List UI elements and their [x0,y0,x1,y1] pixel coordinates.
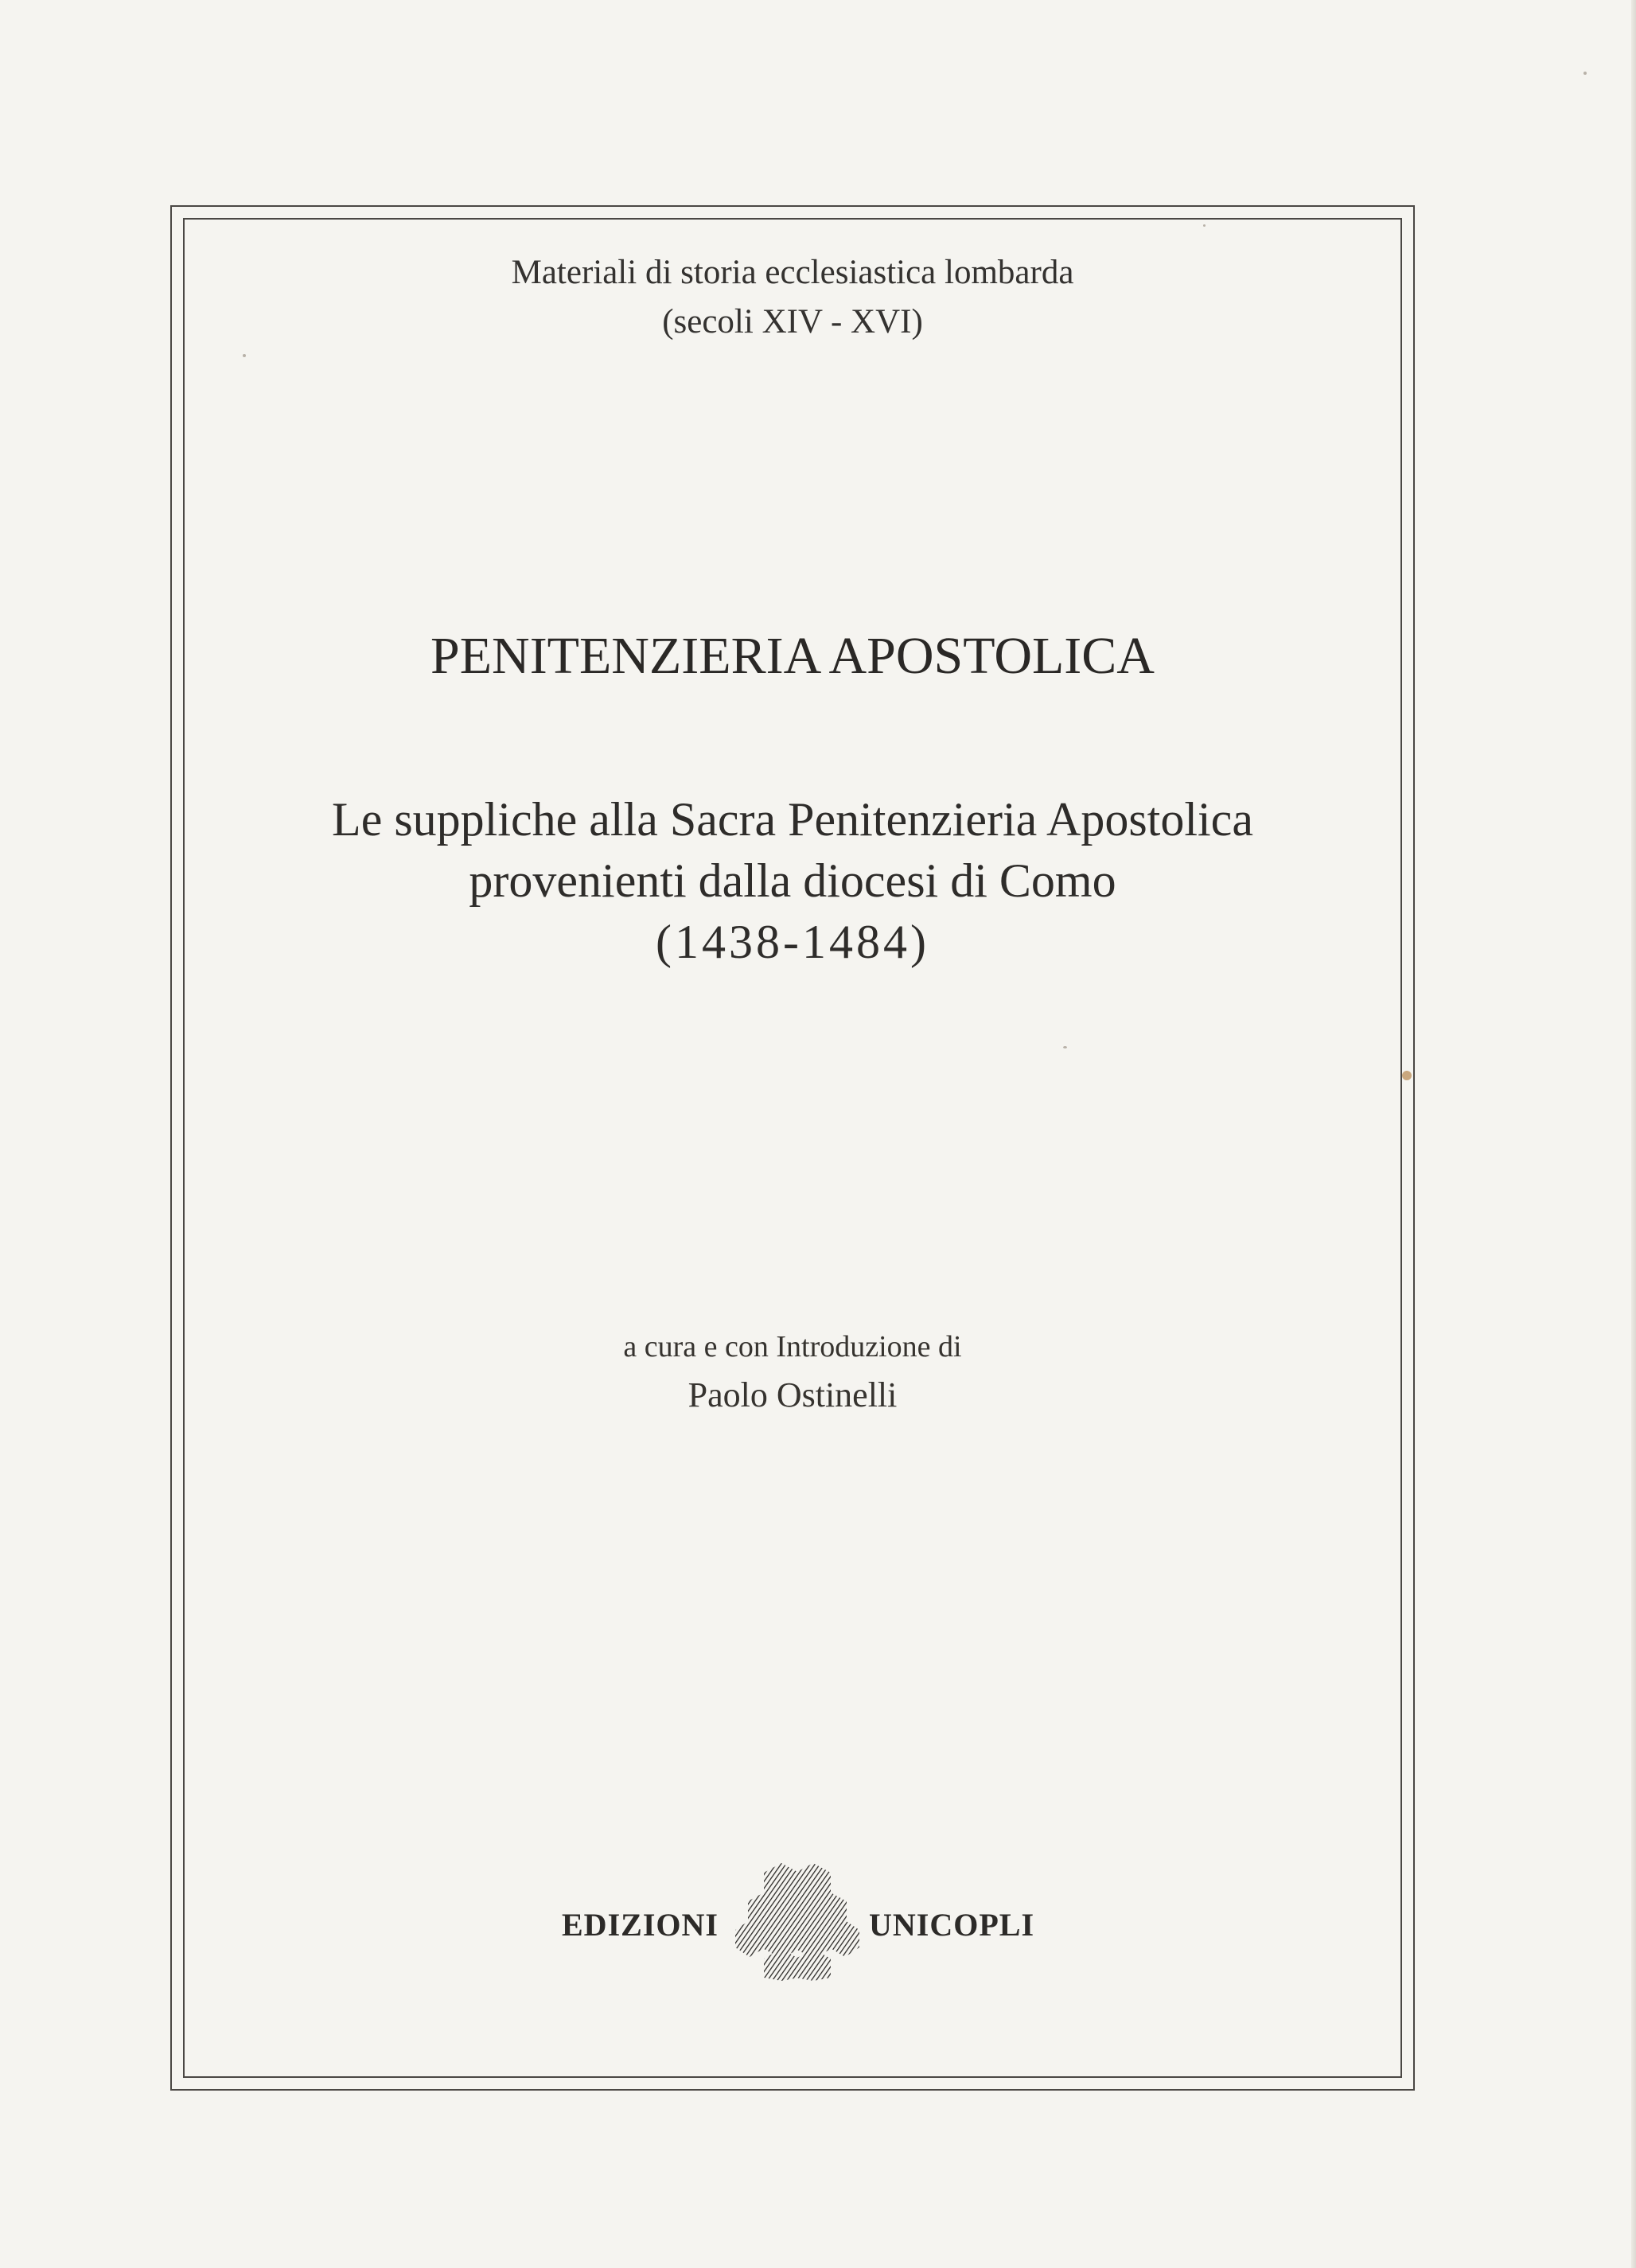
series-line-2: (secoli XIV - XVI) [662,303,923,340]
series-line-1: Materiali di storia ecclesiastica lombarda [511,254,1074,291]
book-title: PENITENZIERIA APOSTOLICA [430,627,1155,685]
subtitle-line-2: provenienti dalla diocesi di Como [469,854,1116,907]
series-title [183,248,1402,347]
inner-frame-border [183,218,1402,2078]
paper-speck [1402,1071,1412,1080]
publisher-imprint [183,1861,1402,1989]
hexagon-cluster-logo-icon [734,1861,861,1981]
paper-speck [1583,72,1587,75]
subtitle-line-1: Le suppliche alla Sacra Penitenzieria Apostolica [332,793,1253,846]
book-subtitle [183,789,1402,973]
subtitle-dates: (1438-1484) [656,916,929,968]
publisher-name-right: UNICOPLI [869,1907,1035,1943]
publisher-name-left: EDIZIONI [562,1907,719,1943]
paper-speck [1063,1046,1067,1048]
page-edge [1631,0,1636,2268]
editor-name: Paolo Ostinelli [688,1375,898,1414]
paper-speck [1203,224,1206,227]
editor-credit: a cura e con Introduzione di [623,1330,962,1364]
paper-speck [243,354,246,357]
